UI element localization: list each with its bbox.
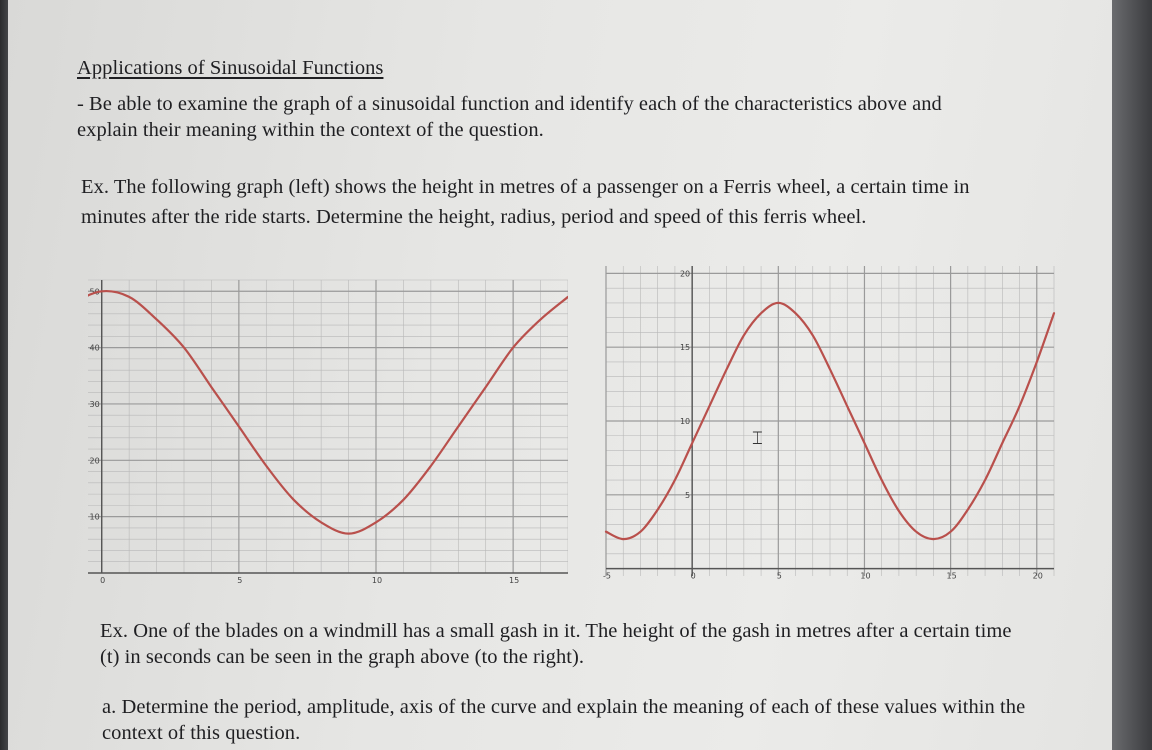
example2-line-2: (t) in seconds can be seen in the graph above (to the right). bbox=[100, 646, 585, 668]
example1-line-2: minutes after the ride starts. Determine the height, radius, period and speed of this ferris wheel. bbox=[81, 206, 867, 228]
objective-line-1: - Be able to examine the graph of a sinusoidal function and identify each of the characteristics above and bbox=[77, 93, 942, 115]
y-tick-label: 5 bbox=[685, 490, 691, 500]
sinusoid-curve bbox=[88, 291, 568, 534]
y-tick-label: 20 bbox=[89, 456, 100, 466]
y-tick-label: 50 bbox=[89, 287, 100, 297]
x-tick-label: -5 bbox=[603, 571, 611, 581]
y-tick-label: 30 bbox=[89, 399, 100, 409]
y-tick-label: 15 bbox=[679, 343, 691, 353]
part-a-line-1: a. Determine the period, amplitude, axis of the curve and explain the meaning of each of these values within the bbox=[102, 696, 1026, 718]
x-tick-label: 5 bbox=[776, 571, 782, 581]
x-tick-label: 10 bbox=[371, 576, 383, 585]
text-cursor-icon: ⌶ bbox=[752, 428, 763, 449]
section-heading: Applications of Sinusoidal Functions bbox=[77, 57, 384, 79]
y-tick-label: 10 bbox=[679, 417, 691, 426]
example2-line-1: Ex. One of the blades on a windmill has a small gash in it. The height of the gash in metres after a certain time bbox=[100, 620, 1012, 642]
monitor-bezel-right bbox=[1112, 0, 1152, 750]
objective-line-2: explain their meaning within the context of the question. bbox=[77, 119, 544, 141]
windmill-graph bbox=[594, 258, 1064, 596]
x-tick-label: 0 bbox=[690, 571, 696, 581]
x-tick-label: 15 bbox=[509, 576, 520, 585]
x-tick-label: 0 bbox=[100, 576, 106, 585]
part-a-line-2: context of this question. bbox=[102, 722, 301, 744]
y-tick-label: 20 bbox=[679, 269, 691, 279]
example1-line-1: Ex. The following graph (left) shows the height in metres of a passenger on a Ferris wheel, a certain time in bbox=[81, 176, 970, 198]
x-tick-label: 15 bbox=[946, 571, 957, 581]
y-tick-label: 10 bbox=[89, 512, 100, 522]
ferris-wheel-graph bbox=[88, 268, 568, 593]
worksheet-page bbox=[8, 0, 1112, 750]
x-tick-label: 20 bbox=[1032, 571, 1043, 581]
y-tick-label: 40 bbox=[89, 343, 100, 353]
x-tick-label: 5 bbox=[237, 576, 243, 585]
x-tick-label: 10 bbox=[860, 571, 871, 581]
